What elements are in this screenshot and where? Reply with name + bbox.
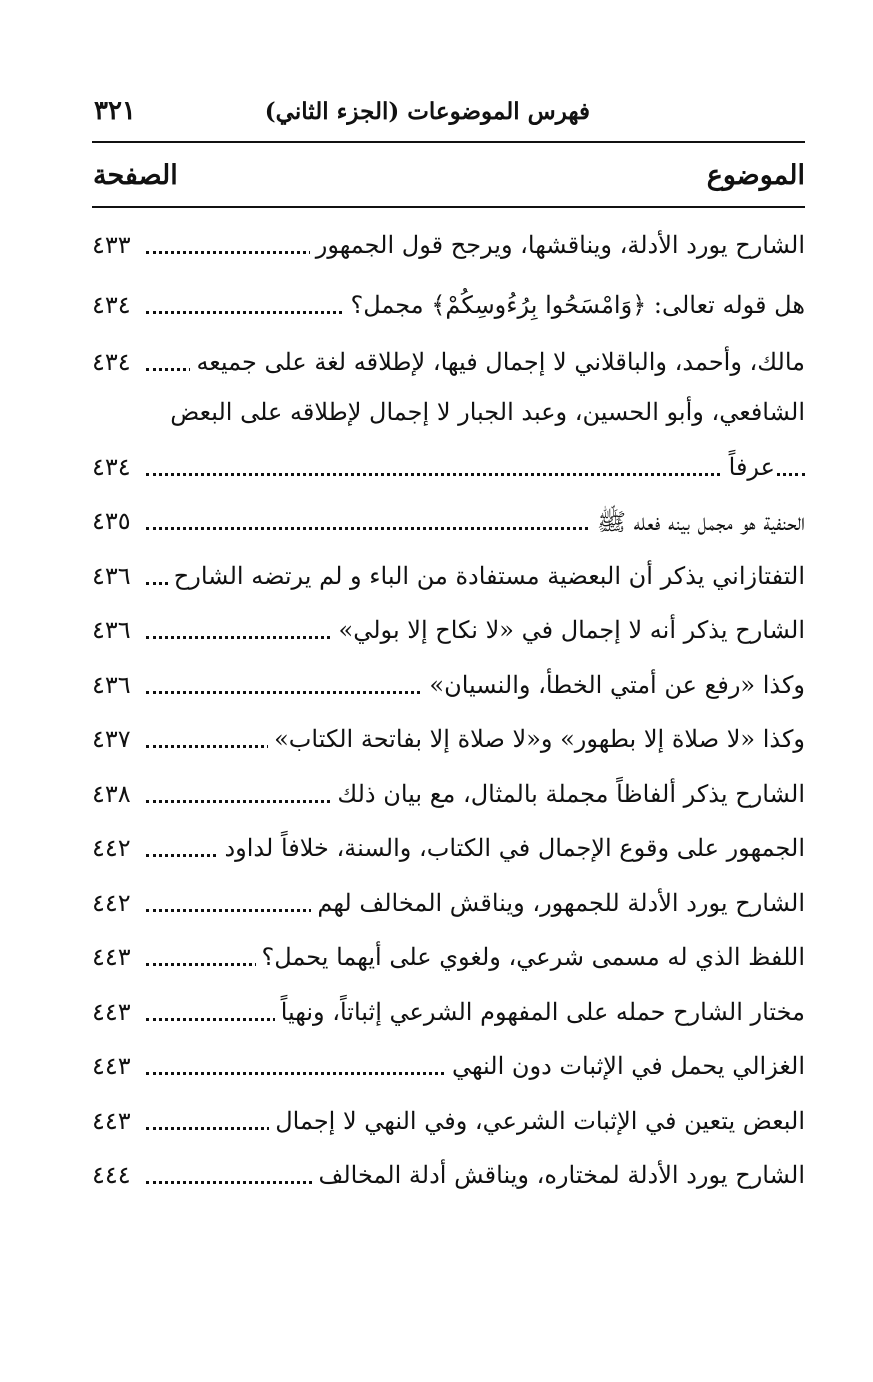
entry-topic: اللفظ الذي له مسمى شرعي، ولغوي على أيهما يحمل؟ — [256, 943, 805, 971]
index-entry — [92, 227, 805, 271]
entry-topic: الغزالي يحمل في الإثبات دون النهي — [446, 1052, 805, 1080]
entry-page-number: ٤٣٤ — [92, 453, 131, 481]
entry-page-number: ٤٣٣ — [92, 231, 131, 259]
entry-topic: الشارح يذكر ألفاظاً مجملة بالمثال، مع بيان ذلك — [331, 780, 805, 808]
index-entry — [92, 344, 805, 388]
entry-topic: عرفاً — [723, 453, 775, 481]
entry-page-number: ٤٤٣ — [92, 943, 131, 971]
dot-leader — [146, 473, 805, 476]
entry-page-number: ٤٤٣ — [92, 1052, 131, 1080]
index-entry — [92, 830, 805, 874]
index-entry — [92, 1157, 805, 1201]
running-title: فهرس الموضوعات (الجزء الثاني) — [264, 98, 590, 125]
entry-page-number: ٤٤٢ — [92, 889, 131, 917]
entry-topic: الشافعي، وأبو الحسين، وعبد الجبار لا إجمال لإطلاقه على البعض — [170, 398, 805, 426]
entry-page-number: ٤٣٤ — [92, 348, 131, 376]
entry-topic: الشارح يورد الأدلة، ويناقشها، ويرجح قول الجمهور — [310, 231, 805, 259]
entry-topic: الشارح يورد الأدلة لمختاره، ويناقش أدلة المخالف — [312, 1161, 805, 1189]
index-entry — [92, 394, 805, 438]
index-entry — [92, 449, 805, 493]
entry-topic: مختار الشارح حمله على المفهوم الشرعي إثباتاً، ونهياً — [275, 998, 805, 1026]
index-entry — [92, 994, 805, 1038]
index-entry — [92, 558, 805, 602]
entry-topic: الجمهور على وقوع الإجمال في الكتاب، والسنة، خلافاً لداود — [218, 834, 805, 862]
running-header — [92, 94, 805, 138]
entry-topic: هل قوله تعالى: ﴿وَامْسَحُوا بِرُءُوسِكُمْ﴾ مجمل؟ — [345, 291, 805, 319]
page-number: ٣٢١ — [94, 96, 136, 126]
index-entry — [92, 287, 805, 331]
index-entry — [92, 667, 805, 711]
entry-topic: مالك، وأحمد، والباقلاني لا إجمال فيها، لإطلاقه لغة على جميعه — [190, 348, 805, 376]
column-heading-page: الصفحة — [93, 160, 178, 191]
index-entry — [92, 776, 805, 820]
index-entry — [92, 885, 805, 929]
entry-page-number: ٤٣٧ — [92, 725, 131, 753]
entry-topic: الشارح يورد الأدلة للجمهور، ويناقش المخالف لهم — [311, 889, 805, 917]
index-entry — [92, 1103, 805, 1147]
entry-page-number: ٤٣٨ — [92, 780, 131, 808]
column-heading-rule — [92, 206, 805, 208]
entry-topic: الشارح يذكر أنه لا إجمال في «لا نكاح إلا بولي» — [333, 616, 805, 644]
index-entry — [92, 612, 805, 656]
entry-topic: وكذا «لا صلاة إلا بطهور» و«لا صلاة إلا بفاتحة الكتاب» — [268, 725, 805, 753]
index-entry — [92, 503, 805, 547]
entry-topic: البعض يتعين في الإثبات الشرعي، وفي النهي لا إجمال — [269, 1107, 805, 1135]
entry-page-number: ٤٣٦ — [92, 562, 131, 590]
entry-page-number: ٤٤٣ — [92, 998, 131, 1026]
index-entry — [92, 939, 805, 983]
entry-topic: التفتازاني يذكر أن البعضية مستفادة من الباء و لم يرتضه الشارح — [168, 562, 805, 590]
entry-page-number: ٤٤٣ — [92, 1107, 131, 1135]
entry-page-number: ٤٣٥ — [92, 507, 131, 535]
index-entry — [92, 1048, 805, 1092]
entry-topic: الحنفية هو مجمل بينه فعله ﷺ — [591, 507, 805, 542]
entry-page-number: ٤٤٢ — [92, 834, 131, 862]
entry-page-number: ٤٤٤ — [92, 1161, 131, 1189]
index-entry — [92, 721, 805, 765]
entry-topic: وكذا «رفع عن أمتي الخطأ، والنسيان» — [423, 671, 805, 699]
column-heading-topic: الموضوع — [706, 160, 805, 191]
header-rule — [92, 141, 805, 143]
entry-page-number: ٤٣٦ — [92, 671, 131, 699]
entry-page-number: ٤٣٦ — [92, 616, 131, 644]
entry-page-number: ٤٣٤ — [92, 291, 131, 319]
